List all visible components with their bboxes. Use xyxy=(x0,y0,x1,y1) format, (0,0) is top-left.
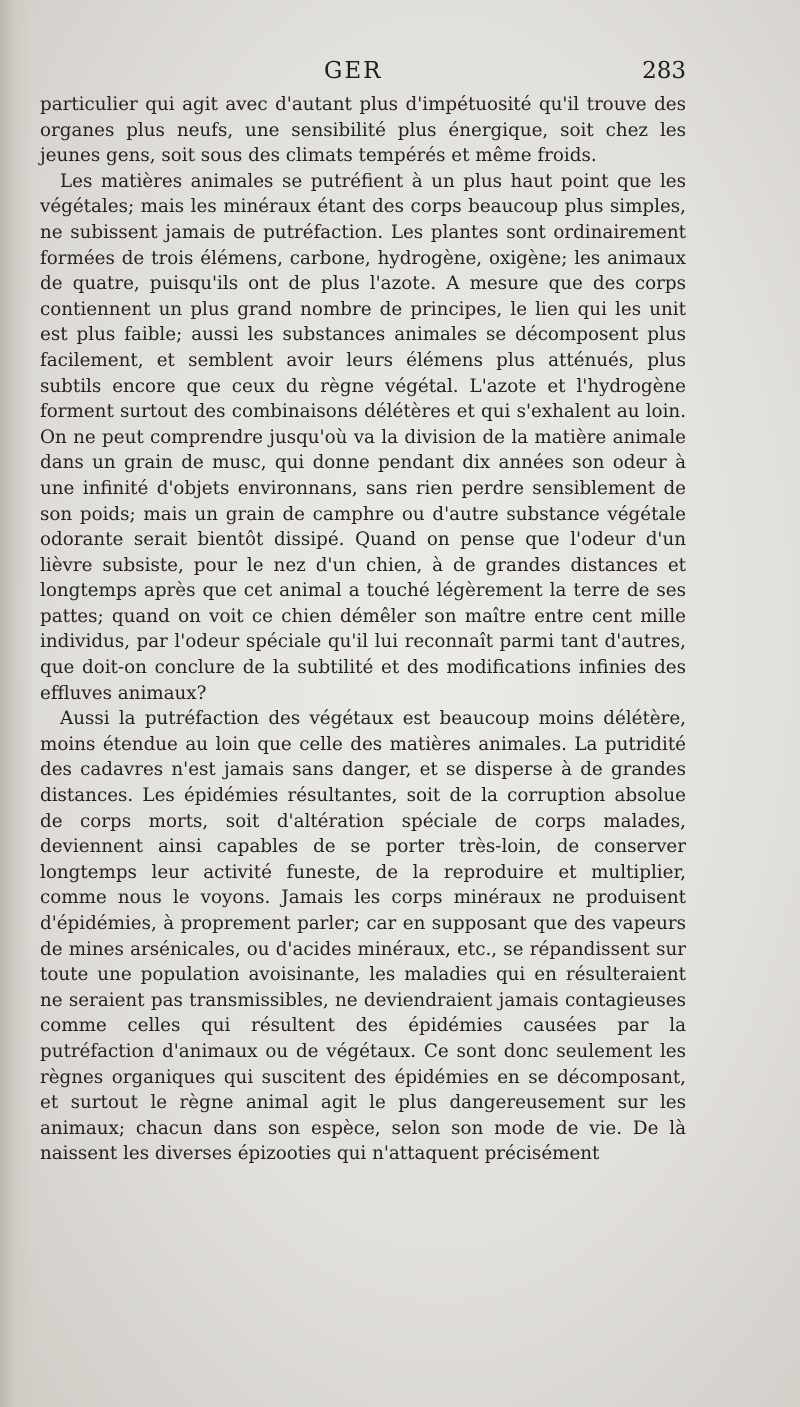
page-number: 283 xyxy=(642,58,686,84)
paragraph: Les matières animales se putréfient à un plus haut point que les végétales; mais les minéraux étant des corps beaucoup plus simples, ne subissent jamais de putréfaction. Les plantes sont ordinairement formées de trois élémens, carbone, hydrogène, oxigène; les animaux de quatre, puisqu'ils ont de plus l'azote. A mesure que des corps contiennent un plus grand nombre de principes, le lien qui les unit est plus faible; aussi les substances animales se décomposent plus facilement, et semblent avoir leurs élémens plus atténués, plus subtils encore que ceux du règne végétal. L'azote et l'hydrogène forment surtout des combinaisons délétères et qui s'exhalent au loin. On ne peut comprendre jusqu'où va la division de la matière animale dans un grain de musc, qui donne pendant dix années son odeur à une infinité d'objets environnans, sans rien perdre sensiblement de son poids; mais un grain de camphre ou d'autre substance végétale odorante serait bientôt dissipé. Quand on pense que l'odeur d'un lièvre subsiste, pour le nez d'un chien, à de grandes distances et longtemps après que cet animal a touché légèrement la terre de ses pattes; quand on voit ce chien démêler son maître entre cent mille individus, par l'odeur spéciale qu'il lui reconnaît parmi tant d'autres, que doit-on conclure de la subtilité et des modifications infinies des effluves animaux? xyxy=(40,170,686,704)
paragraph: Aussi la putréfaction des végétaux est beaucoup moins délétère, moins étendue au loin que celle des matières animales. La putridité des cadavres n'est jamais sans danger, et se disperse à de grandes distances. Les épidémies résultantes, soit de la corruption absolue de corps morts, soit d'altération spéciale de corps malades, deviennent ainsi capables de se porter très-loin, de conserver longtemps leur activité funeste, de la reproduire et multiplier, comme nous le voyons. Jamais les corps minéraux ne produisent d'épidémies, à proprement parler; car en supposant que des vapeurs de mines arsénicales, ou d'acides minéraux, etc., se répandissent sur toute une population avoisinante, les maladies qui en résulteraient ne seraient pas transmissibles, ne deviendraient jamais contagieuses comme celles qui résultent des épidémies causées par la putréfaction d'animaux ou de végétaux. Ce sont donc seulement les règnes organiques qui suscitent des épidémies en se décomposant, et surtout le règne animal agit le plus dangereusement sur les animaux; chacun dans son espèce, selon son mode de vie. De là naissent les diverses épizooties qui n'attaquent précisément xyxy=(40,708,686,1165)
paragraph-continued: particulier qui agit avec d'autant plus d'impétuosité qu'il trouve des organes plus neufs, une sensibilité plus énergique, soit chez les jeunes gens, soit sous des climats tempérés et même froids. xyxy=(40,94,686,167)
binding-shadow xyxy=(0,0,34,1407)
running-head: GER xyxy=(324,58,383,84)
page-header xyxy=(40,58,686,92)
text-body xyxy=(40,92,686,1167)
